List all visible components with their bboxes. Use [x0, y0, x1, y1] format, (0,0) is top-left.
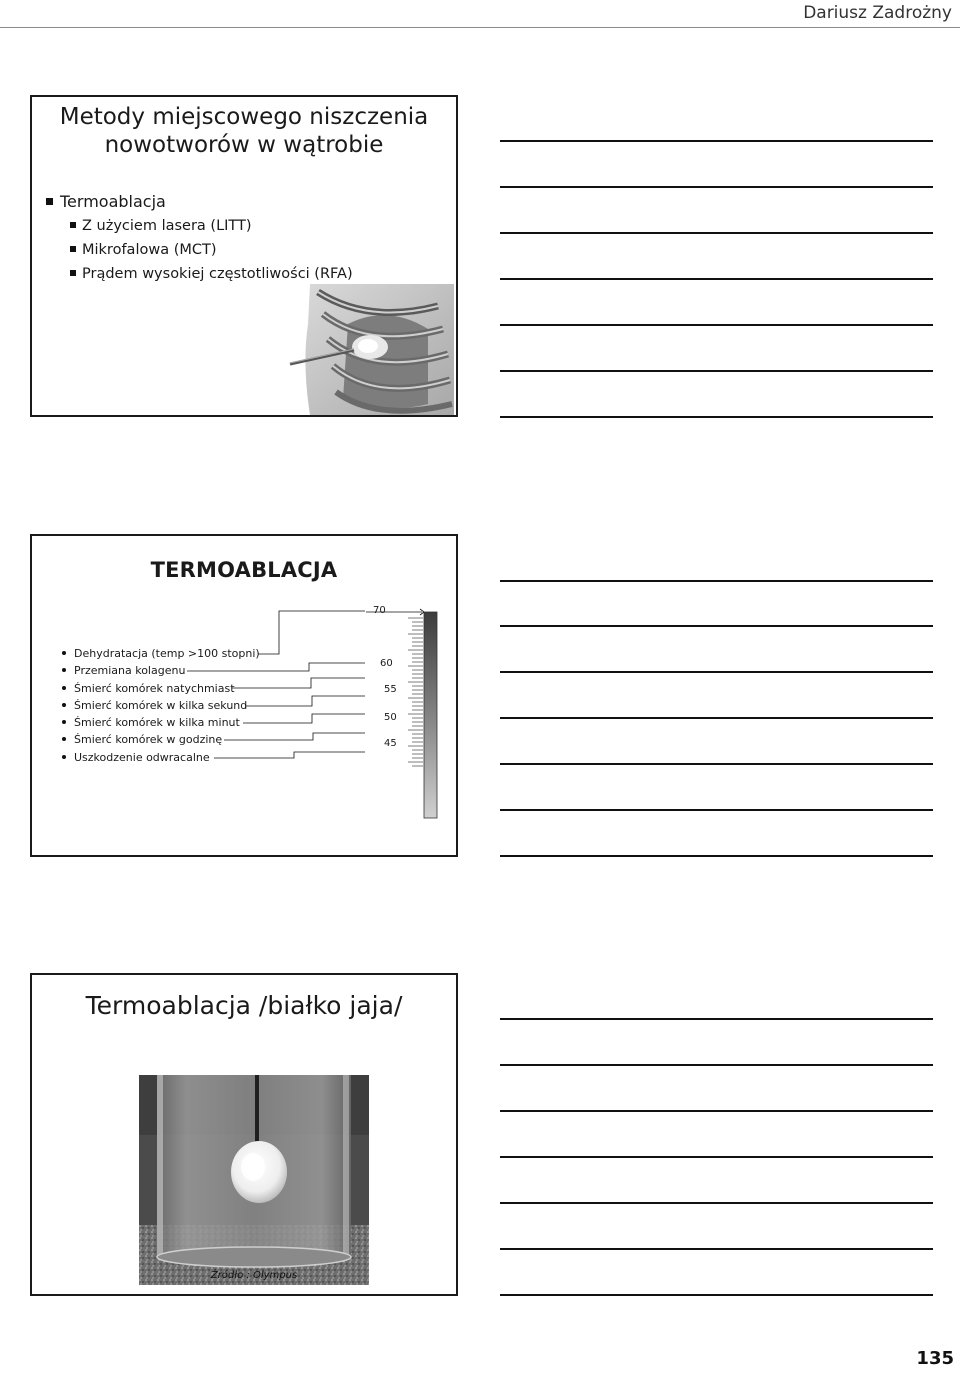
slide-2-title: TERMOABLACJA [150, 558, 338, 582]
slide-1-title-line-1: Metody miejscowego niszczenia [59, 104, 429, 130]
note-line [500, 1294, 933, 1296]
note-line [500, 625, 933, 627]
slide-3-title: Termoablacja /białko jaja/ [85, 991, 403, 1020]
page-number: 135 [916, 1348, 954, 1369]
note-line [500, 278, 933, 280]
slide-1-title [32, 103, 456, 159]
note-line [500, 1248, 933, 1250]
list-item: Śmierć komórek w kilka minut [62, 714, 260, 731]
author-name: Dariusz Zadrożny [803, 3, 952, 23]
note-line [500, 809, 933, 811]
bullet-label: Termoablacja [60, 192, 166, 211]
list-item: Dehydratacja (temp >100 stopni) [62, 645, 260, 662]
square-bullet-icon [70, 222, 76, 228]
note-line [500, 1202, 933, 1204]
subbullet-mct [70, 242, 217, 258]
note-line [500, 580, 933, 582]
scale-label-50: 50 [384, 712, 397, 723]
slide-1 [30, 95, 458, 417]
note-line [500, 370, 933, 372]
subbullet-litt [70, 218, 252, 234]
note-line [500, 763, 933, 765]
note-line [500, 324, 933, 326]
header-rule [0, 27, 960, 28]
bullet-termoablacja [46, 192, 166, 211]
square-bullet-icon [70, 270, 76, 276]
note-line [500, 717, 933, 719]
note-line [500, 1110, 933, 1112]
square-bullet-icon [70, 246, 76, 252]
square-bullet-icon [46, 198, 53, 205]
list-item: Uszkodzenie odwracalne [62, 749, 260, 766]
slide-2 [30, 534, 458, 857]
egg-photo-graphic [139, 1075, 369, 1285]
list-item: Przemiana kolagenu [62, 662, 260, 679]
subbullet-label: Prądem wysokiej częstotliwości (RFA) [82, 266, 353, 282]
scale-label-55: 55 [384, 684, 397, 695]
list-item: Śmierć komórek w kilka sekund [62, 697, 260, 714]
note-line [500, 855, 933, 857]
photo-credit: Źródło : Olympus [210, 1270, 298, 1281]
note-line [500, 1064, 933, 1066]
thermometer-scale [362, 608, 442, 822]
scale-label-45: 45 [384, 738, 397, 749]
scale-label-70: 70 [373, 605, 386, 616]
scale-label-60: 60 [380, 658, 393, 669]
note-line [500, 232, 933, 234]
list-item: Śmierć komórek w godzinę [62, 731, 260, 748]
note-line [500, 416, 933, 418]
subbullet-label: Mikrofalowa (MCT) [82, 242, 217, 258]
liver-ablation-illustration [288, 284, 454, 415]
note-line [500, 140, 933, 142]
note-line [500, 1018, 933, 1020]
list-item: Śmierć komórek natychmiast [62, 680, 260, 697]
note-line [500, 671, 933, 673]
slide-3 [30, 973, 458, 1296]
subbullet-rfa [70, 266, 353, 282]
note-line [500, 186, 933, 188]
egg-white-ablation-photo [139, 1075, 369, 1285]
subbullet-label: Z użyciem lasera (LITT) [82, 218, 252, 234]
slide-1-title-line-2: nowotworów w wątrobie [104, 132, 384, 158]
note-line [500, 1156, 933, 1158]
